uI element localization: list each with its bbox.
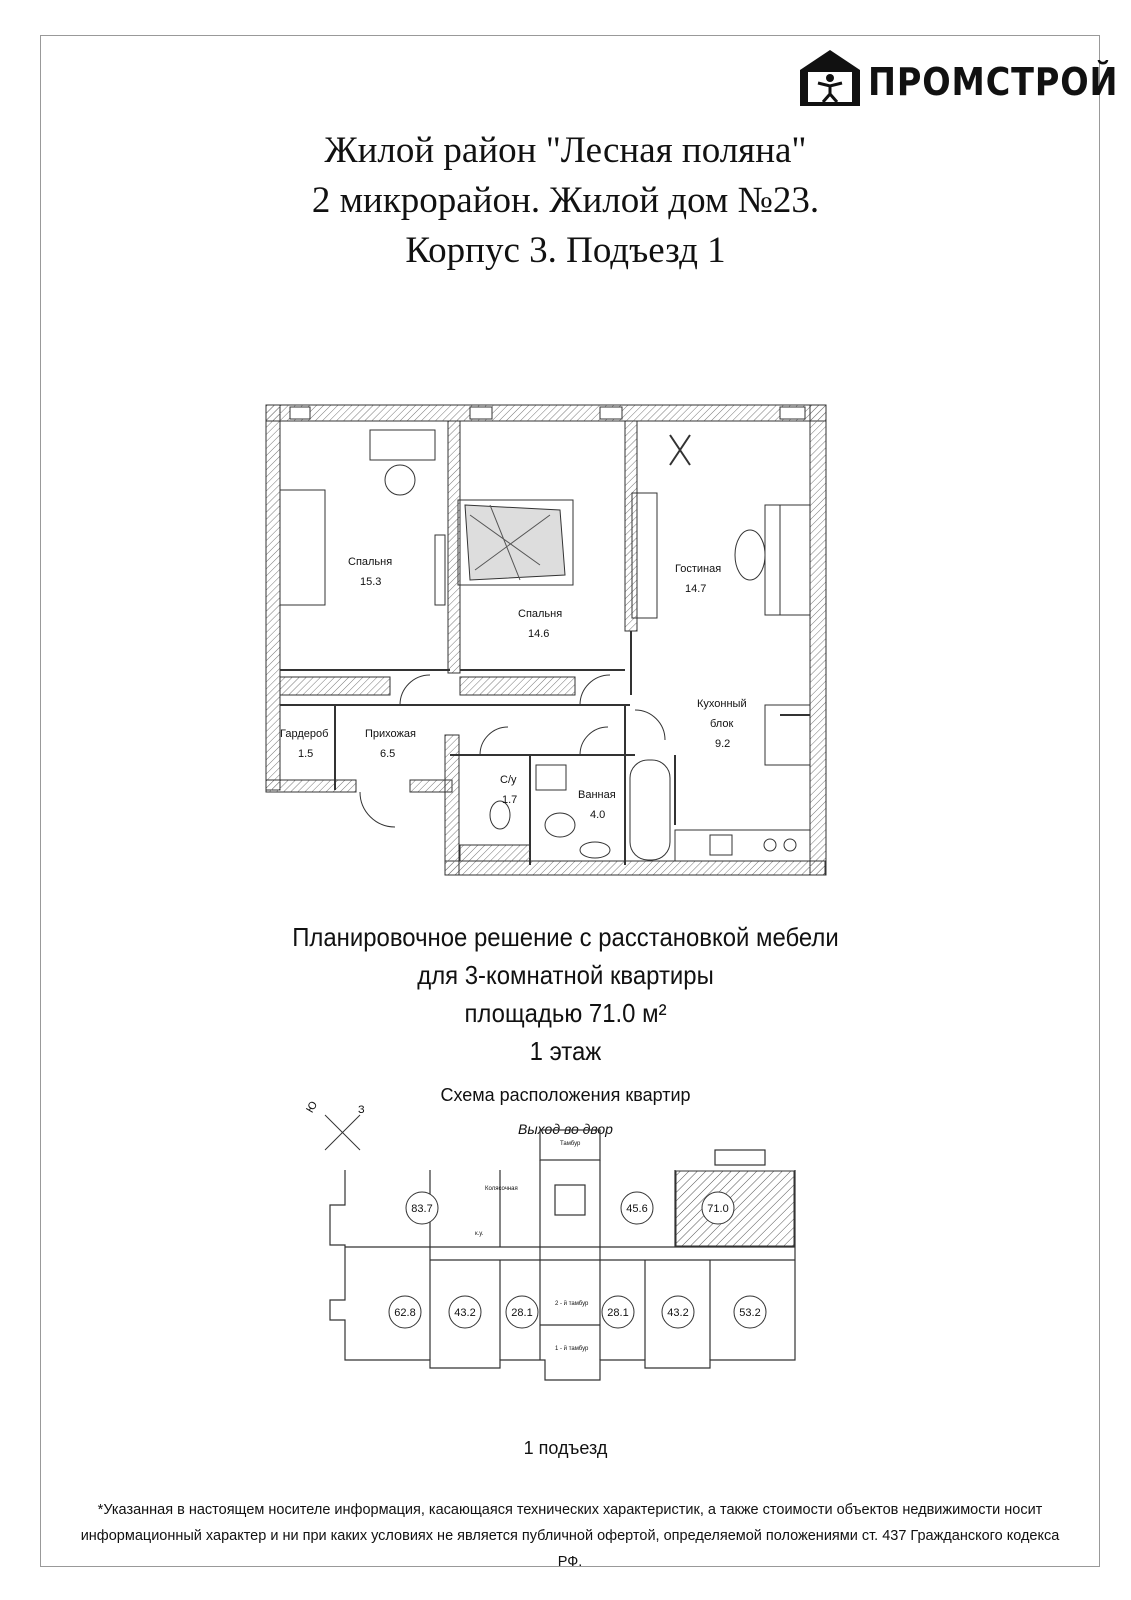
desc-line-4: 1 этаж bbox=[529, 1036, 602, 1066]
room-bath-name: Ванная bbox=[578, 789, 616, 801]
room-kitchen-area: 9.2 bbox=[715, 738, 731, 750]
room-living-name: Гостиная bbox=[675, 563, 722, 575]
room-wardrobe-name: Гардероб bbox=[280, 728, 329, 740]
room-bedroom1-name: Спальня bbox=[348, 556, 393, 568]
apartment-area: 83.7 bbox=[411, 1203, 433, 1215]
logo-text: ПРОМСТРОЙ bbox=[868, 60, 1119, 104]
title-line-3: Корпус 3. Подъезд 1 bbox=[405, 230, 726, 271]
room-kitchen-name2: блок bbox=[710, 718, 734, 730]
exit-label: Выход во двор bbox=[518, 1121, 613, 1137]
vestibule2-label: 2 - й тамбур bbox=[555, 1301, 589, 1307]
disclaimer-note bbox=[80, 1497, 1060, 1575]
desc-line-1: Планировочное решение с расстановкой мебели bbox=[292, 922, 839, 952]
page-title bbox=[0, 126, 1131, 276]
note-line-1: *Указанная в настоящем носителе информация, касающаяся технических характеристик, а также стоимости объектов недвижимости носит bbox=[97, 1502, 1043, 1518]
compass-north: З bbox=[358, 1104, 365, 1116]
room-wc-name: С/у bbox=[500, 774, 517, 786]
entrance-label: 1 подъезд bbox=[523, 1438, 608, 1458]
apartment-area: 43.2 bbox=[667, 1307, 689, 1319]
compass-south: Ю bbox=[304, 1099, 321, 1115]
apartment-area: 71.0 bbox=[707, 1203, 729, 1215]
apartment-scheme bbox=[300, 1099, 840, 1430]
apartment-area: 53.2 bbox=[739, 1307, 761, 1319]
room-bedroom1-area: 15.3 bbox=[360, 576, 382, 588]
room-bedroom2-area: 14.6 bbox=[528, 628, 550, 640]
room-hall-name: Прихожая bbox=[365, 728, 416, 740]
apartment-area: 43.2 bbox=[454, 1307, 476, 1319]
room-wardrobe-area: 1.5 bbox=[298, 748, 314, 760]
scheme-title: Схема расположения квартир bbox=[440, 1085, 691, 1105]
desc-line-3: площадью 71.0 м² bbox=[464, 998, 667, 1028]
stroller-room-label: Колясочная bbox=[485, 1186, 518, 1192]
room-kitchen-name1: Кухонный bbox=[697, 698, 747, 710]
title-line-2: 2 микрорайон. Жилой дом №23. bbox=[311, 180, 820, 221]
room-bath-area: 4.0 bbox=[590, 809, 606, 821]
room-hall-area: 6.5 bbox=[380, 748, 396, 760]
apartment-area: 28.1 bbox=[607, 1307, 629, 1319]
apartment-area: 45.6 bbox=[626, 1203, 648, 1215]
title-line-1: Жилой район "Лесная поляна" bbox=[324, 130, 807, 171]
room-wc-area: 1.7 bbox=[502, 794, 518, 806]
vestibule-label: Тамбур bbox=[560, 1141, 581, 1147]
room-bedroom2-name: Спальня bbox=[518, 608, 563, 620]
desc-line-2: для 3-комнатной квартиры bbox=[417, 960, 714, 990]
note-line-2: информационный характер и ни при каких условиях не является публичной офертой, определяемой положениями ст. 437 Гражданского кодекса РФ. bbox=[80, 1528, 1060, 1570]
apartment-area: 28.1 bbox=[511, 1307, 533, 1319]
highlighted-apartment bbox=[676, 1171, 794, 1246]
storage-label: к.у. bbox=[475, 1231, 484, 1237]
vestibule1-label: 1 - й тамбур bbox=[555, 1346, 589, 1352]
room-living-area: 14.7 bbox=[685, 583, 707, 595]
compass-icon bbox=[325, 1115, 360, 1150]
floor-plan bbox=[260, 405, 860, 905]
apartment-area: 62.8 bbox=[394, 1307, 416, 1319]
plan-description bbox=[45, 918, 1086, 1070]
